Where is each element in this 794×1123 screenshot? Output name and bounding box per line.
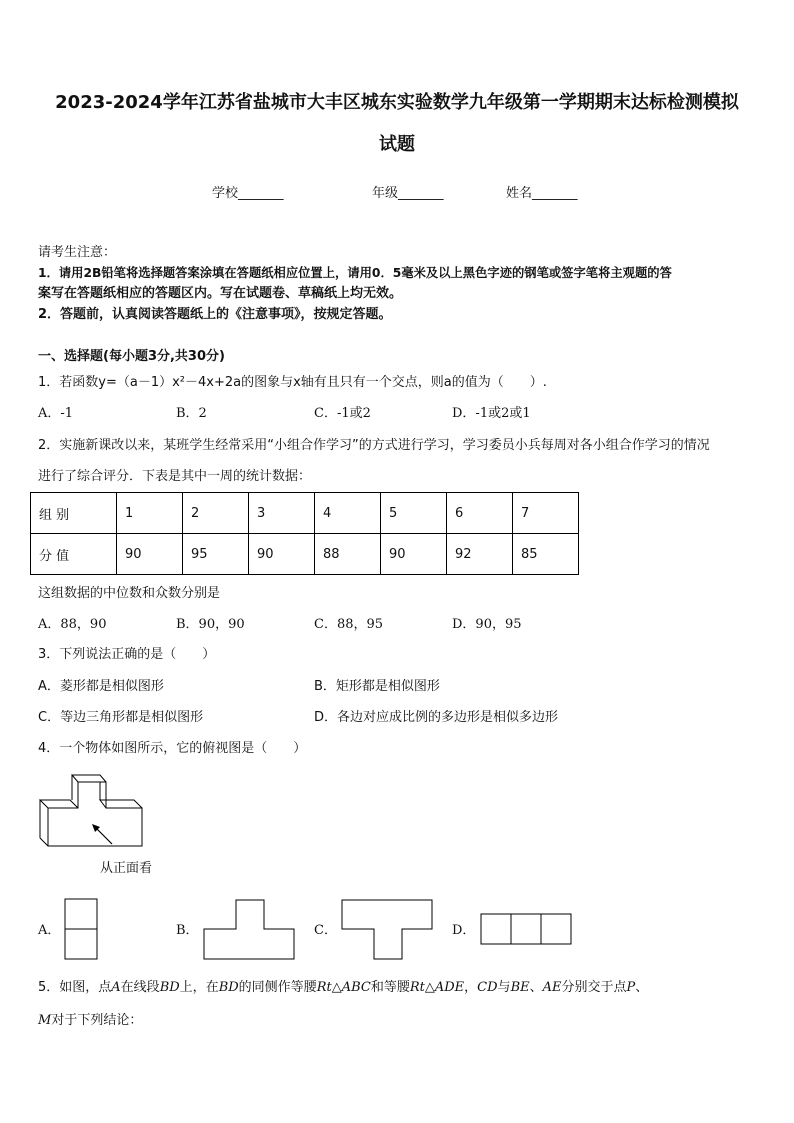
question-1-option-c: C．-1或2 bbox=[314, 406, 371, 421]
question-3-option-b: B．矩形都是相似图形 bbox=[314, 679, 440, 694]
q5-math: CD bbox=[477, 980, 498, 995]
school-field: 学校_______ bbox=[212, 186, 284, 201]
notice-item-1-cont: 案写在答题纸相应的答题区内。写在试题卷、草稿纸上均无效。 bbox=[38, 286, 403, 301]
question-2-stem-cont: 进行了综合评分．下表是其中一周的统计数据： bbox=[38, 469, 312, 484]
figure-top-left bbox=[40, 800, 78, 808]
option-c-figure bbox=[340, 898, 436, 962]
question-1-option-b: B．2 bbox=[176, 406, 207, 421]
table-cell: 90 bbox=[249, 534, 315, 575]
q5-text: 的同侧作等腰 bbox=[238, 980, 317, 995]
table-cell: 4 bbox=[315, 493, 381, 534]
table-cell: 5 bbox=[381, 493, 447, 534]
figure-bottom-edge bbox=[40, 838, 48, 846]
q5-math: P bbox=[626, 980, 636, 995]
question-4-option-a: A． bbox=[38, 923, 61, 938]
q5-text: 和等腰 bbox=[370, 980, 410, 995]
score-table bbox=[30, 492, 579, 575]
section-heading: 一、选择题(每小题3分,共30分) bbox=[38, 349, 225, 364]
q5-text: 与 bbox=[497, 980, 511, 995]
question-4-option-c: C． bbox=[314, 923, 337, 938]
table-cell: 组 别 bbox=[31, 493, 117, 534]
q5-math: BD bbox=[159, 980, 180, 995]
table-cell: 6 bbox=[447, 493, 513, 534]
page-title: 2023-2024学年江苏省盐城市大丰区城东实验数学九年级第一学期期末达标检测模拟 bbox=[55, 92, 739, 113]
table-cell: 分 值 bbox=[31, 534, 117, 575]
table-cell: 95 bbox=[183, 534, 249, 575]
notice-item-2: 2．答题前，认真阅读答题纸上的《注意事项》，按规定答题。 bbox=[38, 307, 392, 322]
q5-text: 、 bbox=[635, 980, 649, 995]
q5-text: ， bbox=[464, 980, 478, 995]
table-cell: 90 bbox=[381, 534, 447, 575]
table-cell: 92 bbox=[447, 534, 513, 575]
name-field: 姓名_______ bbox=[506, 186, 578, 201]
question-2-question: 这组数据的中位数和众数分别是 bbox=[38, 586, 221, 601]
question-2-option-c: C．88，95 bbox=[314, 617, 384, 632]
table-cell: 2 bbox=[183, 493, 249, 534]
notice-heading: 请考生注意： bbox=[38, 245, 117, 260]
question-1-option-d: D．-1或2或1 bbox=[452, 406, 531, 421]
table-cell: 90 bbox=[117, 534, 183, 575]
question-2-option-a: A．88，90 bbox=[38, 617, 107, 632]
option-d-figure bbox=[480, 913, 574, 947]
table-cell: 85 bbox=[513, 534, 579, 575]
question-4-option-d: D． bbox=[452, 923, 476, 938]
q5-text: 5．如图，点 bbox=[38, 980, 112, 995]
q5-text: 上，在 bbox=[179, 980, 219, 995]
grade-field: 年级_______ bbox=[372, 186, 444, 201]
question-4-option-b: B． bbox=[176, 923, 199, 938]
q5-text: 对于下列结论： bbox=[51, 1013, 143, 1028]
figure-front-face bbox=[48, 782, 142, 846]
figure-caption: 从正面看 bbox=[100, 861, 153, 876]
table-row bbox=[31, 493, 579, 534]
q5-math: Rt△ABC bbox=[316, 980, 371, 995]
option-a-figure bbox=[64, 898, 100, 962]
question-3-stem: 3．下列说法正确的是（ ） bbox=[38, 647, 216, 662]
page-title-line2: 试题 bbox=[379, 134, 415, 155]
question-2-option-b: B．90，90 bbox=[176, 617, 245, 632]
q5-math: BE bbox=[510, 980, 530, 995]
question-5-stem-cont bbox=[38, 1012, 142, 1030]
table-cell: 1 bbox=[117, 493, 183, 534]
solid-figure bbox=[38, 772, 168, 852]
q5-math: BD bbox=[218, 980, 239, 995]
q5-math: A bbox=[111, 980, 121, 995]
q5-math: M bbox=[38, 1013, 52, 1028]
question-3-option-c: C．等边三角形都是相似图形 bbox=[38, 710, 204, 725]
table-cell: 7 bbox=[513, 493, 579, 534]
q5-text: 在线段 bbox=[120, 980, 160, 995]
table-row bbox=[31, 534, 579, 575]
q5-text: 、 bbox=[529, 980, 543, 995]
option-b-figure bbox=[202, 898, 298, 962]
table-cell: 3 bbox=[249, 493, 315, 534]
question-2-option-d: D．90，95 bbox=[452, 617, 522, 632]
table-cell: 88 bbox=[315, 534, 381, 575]
notice-item-1: 1．请用2B铅笔将选择题答案涂填在答题纸相应位置上，请用0．5毫米及以上黑色字迹的钢笔或签字笔将主观题的答 bbox=[38, 266, 672, 280]
q5-math: Rt△ADE bbox=[409, 980, 465, 995]
q5-math: AE bbox=[542, 980, 562, 995]
figure-top-middle bbox=[72, 775, 106, 782]
question-5-stem bbox=[38, 979, 648, 997]
question-3-option-d: D．各边对应成比例的多边形是相似多边形 bbox=[314, 710, 559, 725]
question-1-option-a: A．-1 bbox=[38, 406, 74, 421]
question-3-option-a: A．菱形都是相似图形 bbox=[38, 679, 164, 694]
question-2-stem: 2．实施新课改以来，某班学生经常采用“小组合作学习”的方式进行学习，学习委员小兵每周对各小组合作学习的情况 bbox=[38, 438, 710, 453]
question-4-stem: 4．一个物体如图所示，它的俯视图是（ ） bbox=[38, 741, 307, 756]
q5-text: 分别交于点 bbox=[561, 980, 627, 995]
question-1-stem: 1．若函数y=（a－1）x²－4x+2a的图象与x轴有且只有一个交点，则a的值为（ ）. bbox=[38, 375, 547, 390]
